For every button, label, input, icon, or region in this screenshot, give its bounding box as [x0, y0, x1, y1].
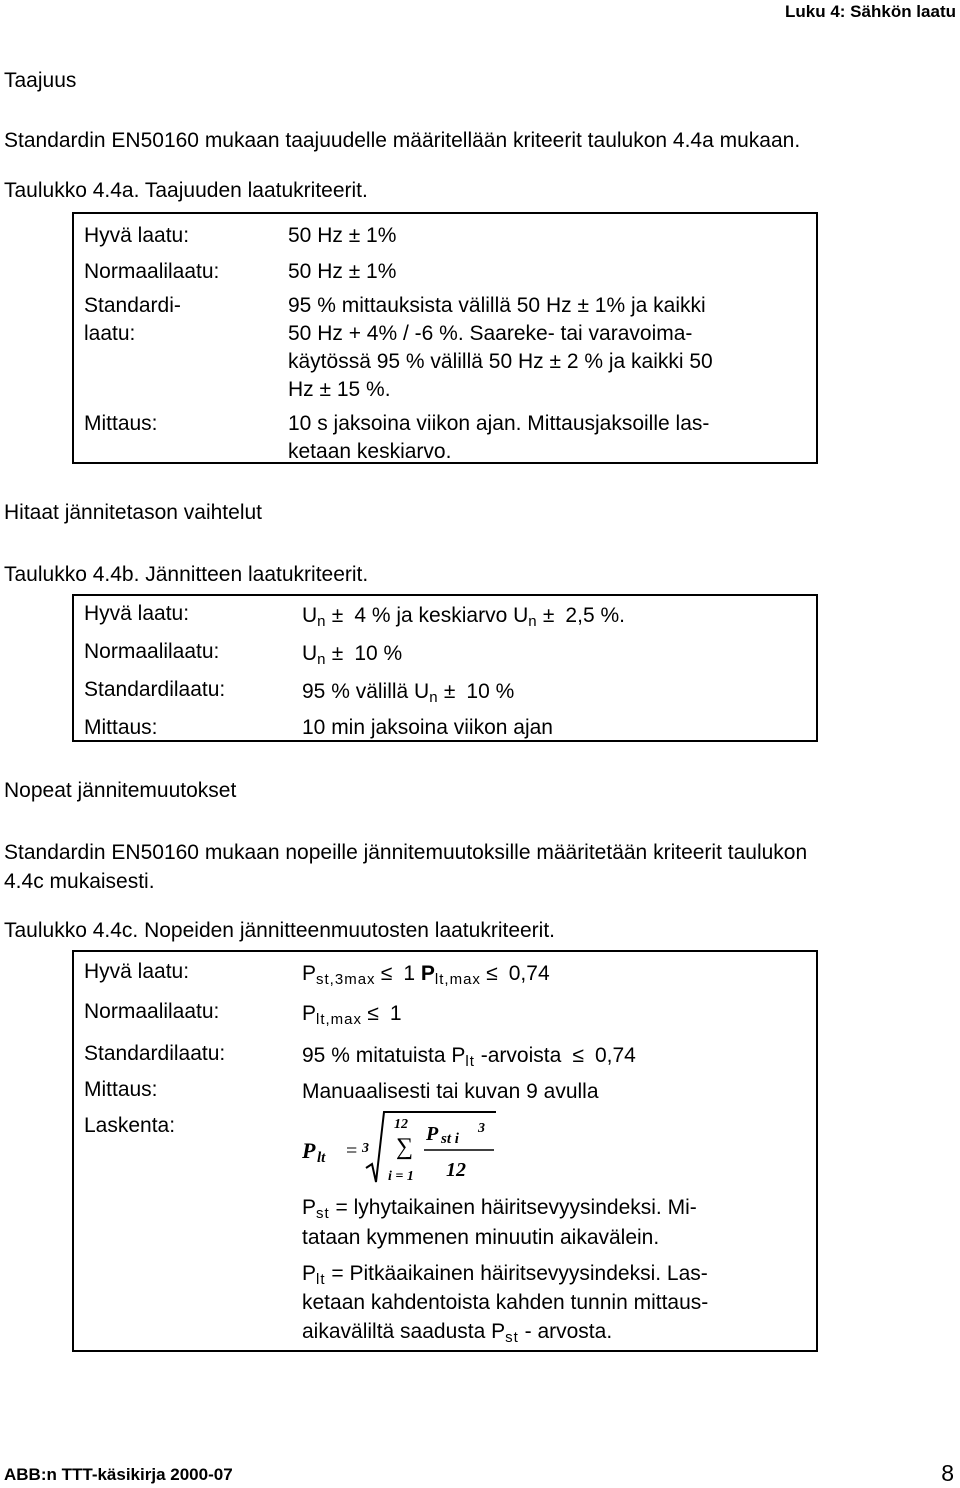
row-label: Standardilaatu:: [84, 678, 226, 701]
row-value: [302, 1000, 402, 1034]
subscript: lt,max: [316, 1011, 363, 1028]
row-label: Mittaus:: [84, 716, 158, 739]
sum-lower-limit: i = 1: [388, 1169, 414, 1184]
less-equal-sign: ≤: [572, 1044, 584, 1067]
row-label: Standardi-: [84, 294, 181, 317]
numerator-p: P: [426, 1123, 439, 1145]
definition-pst: [302, 1194, 697, 1228]
row-value: ketaan keskiarvo.: [288, 440, 452, 463]
subscript: st,3max: [316, 971, 376, 988]
subscript: lt,max: [434, 971, 481, 988]
footer-title: ABB:n TTT-käsikirja 2000-07: [4, 1465, 233, 1484]
value-text: 95 % välillä U: [302, 680, 430, 703]
numerator-exp: 3: [478, 1121, 485, 1136]
p-symbol: P: [302, 1262, 317, 1285]
row-value: käytössä 95 % välillä 50 Hz ± 2 % ja kaikki 50: [288, 350, 713, 373]
value-text: 1: [384, 1002, 402, 1025]
value-text: 2,5 %.: [559, 604, 625, 627]
numerator-sub: st i: [441, 1131, 459, 1147]
subscript: st: [505, 1329, 519, 1346]
sum-sign: ∑: [396, 1134, 414, 1160]
intro-paragraph-line: 4.4c mukaisesti.: [4, 870, 155, 893]
subscript: st: [316, 1205, 330, 1222]
subscript: n: [429, 689, 439, 706]
page-number: 8: [941, 1460, 954, 1486]
less-equal-sign: ≤: [367, 1002, 379, 1025]
row-label: Hyvä laatu:: [84, 224, 190, 247]
row-value: 95 % mittauksista välillä 50 Hz ± 1% ja kaikki: [288, 294, 706, 317]
u-symbol: U: [302, 642, 318, 665]
table-caption-4-4b: Taulukko 4.4b. Jännitteen laatukriteerit.: [4, 563, 369, 586]
section-title-taajuus: Taajuus: [4, 69, 77, 92]
definition-line: tataan kymmenen minuutin aikavälein.: [302, 1226, 660, 1249]
u-symbol: U: [302, 604, 318, 627]
row-label: Normaalilaatu:: [84, 260, 220, 283]
intro-paragraph-line: Standardin EN50160 mukaan nopeille jännitemuutoksille määritetään kriteerit taulukon: [4, 841, 808, 864]
formula-lhs-sub: lt: [317, 1150, 326, 1166]
value-text: 95 % mitatuista P: [302, 1044, 466, 1067]
plt-formula: [300, 1108, 520, 1188]
denominator: 12: [446, 1159, 466, 1181]
value-text: 10 %: [348, 642, 403, 665]
table-4-4a: [72, 212, 818, 464]
row-label: Normaalilaatu:: [84, 1000, 220, 1023]
row-value: [302, 678, 514, 712]
row-label: Hyvä laatu:: [84, 602, 190, 625]
definition-line: ketaan kahdentoista kahden tunnin mittaus-: [302, 1291, 709, 1314]
p-symbol: P: [302, 962, 317, 985]
definition-text: - arvosta.: [518, 1320, 613, 1343]
row-value: Hz ± 15 %.: [288, 378, 391, 401]
subscript: n: [528, 613, 538, 630]
row-value: [302, 602, 625, 636]
row-label: Normaalilaatu:: [84, 640, 220, 663]
section-title-hitaat: Hitaat jännitetason vaihtelut: [4, 501, 262, 524]
value-text: 0,74: [589, 1044, 636, 1067]
formula-equals: =: [346, 1140, 358, 1162]
p-symbol: P: [302, 1002, 317, 1025]
plus-minus-sign: ±: [542, 604, 555, 627]
row-value: [302, 1042, 636, 1076]
definition-text: aikaväliltä saadusta P: [302, 1320, 506, 1343]
definition-text: = lyhytaikainen häiritsevyysindeksi. Mi-: [329, 1196, 697, 1219]
row-label: Standardilaatu:: [84, 1042, 226, 1065]
p-symbol: P: [420, 962, 435, 985]
formula-root-index: 3: [362, 1141, 369, 1156]
formula-lhs: P: [302, 1138, 316, 1163]
table-caption-4-4c: Taulukko 4.4c. Nopeiden jännitteenmuutosten laatukriteerit.: [4, 919, 556, 942]
row-label: Mittaus:: [84, 1078, 158, 1101]
value-text: -arvoista: [474, 1044, 568, 1067]
formula-graphic: [300, 1108, 520, 1188]
less-equal-sign: ≤: [380, 962, 393, 985]
value-text: 4 % ja keskiarvo U: [348, 604, 529, 627]
row-label: Hyvä laatu:: [84, 960, 190, 983]
row-value: 50 Hz ± 1%: [288, 224, 397, 247]
value-text: 10 %: [460, 680, 515, 703]
row-value: Manuaalisesti tai kuvan 9 avulla: [302, 1080, 599, 1103]
less-equal-sign: ≤: [486, 962, 498, 985]
value-text: 0,74: [502, 962, 550, 985]
definition-line: [302, 1318, 612, 1352]
row-value: 50 Hz + 4% / -6 %. Saareke- tai varavoima-: [288, 322, 693, 345]
row-value: [302, 960, 550, 994]
table-4-4b: [72, 594, 818, 742]
subscript: n: [317, 613, 327, 630]
plus-minus-sign: ±: [331, 604, 344, 627]
row-label: Mittaus:: [84, 412, 158, 435]
section-title-nopeat: Nopeat jännitemuutokset: [4, 779, 237, 802]
row-label: laatu:: [84, 322, 136, 345]
p-symbol: P: [302, 1196, 317, 1219]
plus-minus-sign: ±: [331, 642, 344, 665]
subscript: n: [317, 651, 327, 668]
running-header: Luku 4: Sähkön laatu: [785, 2, 956, 21]
row-value: 50 Hz ± 1%: [288, 260, 397, 283]
row-label: Laskenta:: [84, 1114, 176, 1137]
definition-text: = Pitkäaikainen häiritsevyysindeksi. Las-: [325, 1262, 708, 1285]
sum-upper-limit: 12: [394, 1117, 408, 1132]
table-caption-4-4a: Taulukko 4.4a. Taajuuden laatukriteerit.: [4, 179, 368, 202]
row-value: 10 s jaksoina viikon ajan. Mittausjaksoille las-: [288, 412, 710, 435]
subscript: lt: [316, 1271, 326, 1288]
row-value: 10 min jaksoina viikon ajan: [302, 716, 553, 739]
intro-paragraph: Standardin EN50160 mukaan taajuudelle määritellään kriteerit taulukon 4.4a mukaan.: [4, 129, 801, 152]
subscript: lt: [465, 1053, 475, 1070]
row-value: [302, 640, 402, 674]
plus-minus-sign: ±: [443, 680, 456, 703]
value-text: 1: [397, 962, 421, 985]
